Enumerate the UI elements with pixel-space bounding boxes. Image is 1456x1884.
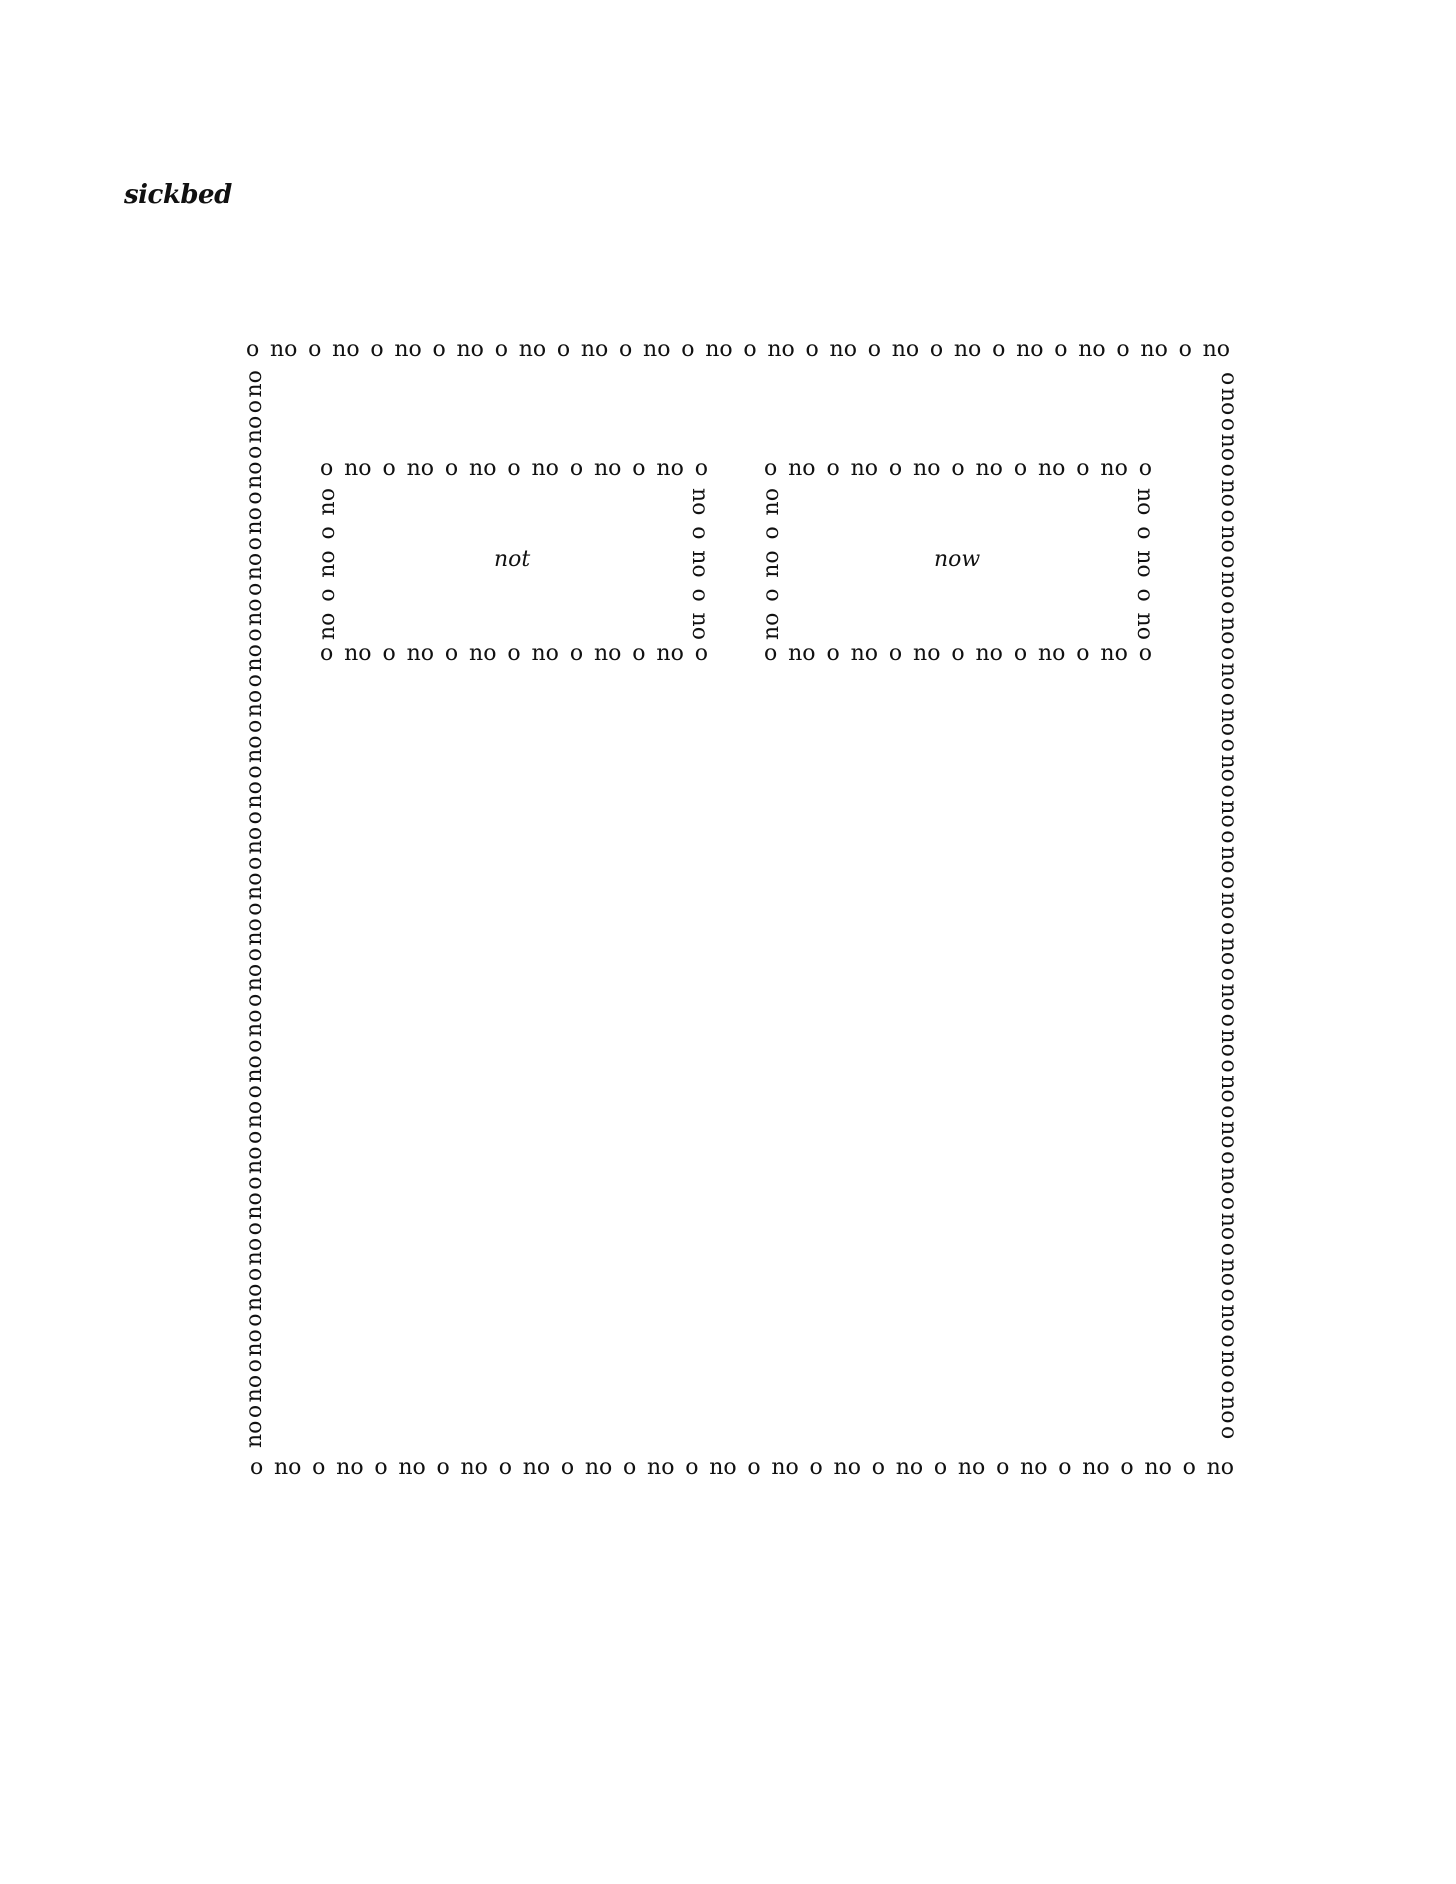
box-not-bottom: o no o no o no o no o no o no o (320, 641, 708, 666)
box-now-top: o no o no o no o no o no o no o (764, 456, 1152, 481)
box-not-word: not (494, 547, 531, 572)
box-now-bottom: o no o no o no o no o no o no o (764, 641, 1152, 666)
box-now-left: no o no o no (759, 488, 784, 640)
box-now-word: now (934, 547, 981, 572)
box-not-top: o no o no o no o no o no o no o (320, 456, 708, 481)
outer-frame-top: o no o no o no o no o no o no o no o no o no o no o no o no o no o no o no o no (246, 337, 1230, 362)
outer-frame-bottom: o no o no o no o no o no o no o no o no o no o no o no o no o no o no o no o no (250, 1455, 1234, 1480)
box-not-right: no o no o no (687, 488, 712, 640)
outer-frame-left: no o no o no o no o no o no o no o no o no o no o no o no o no o no o no o no o no o no o no o no o no o no o no o no (242, 370, 267, 1448)
outer-frame-right: o no o no o no o no o no o no o no o no o no o no o no o no o no o no o no o no o no o no o no o no o no o no o no o (1216, 372, 1241, 1440)
poem-title: sickbed (124, 180, 232, 210)
box-now-right: no o no o no (1132, 488, 1157, 640)
box-not-left: no o no o no (315, 488, 340, 640)
